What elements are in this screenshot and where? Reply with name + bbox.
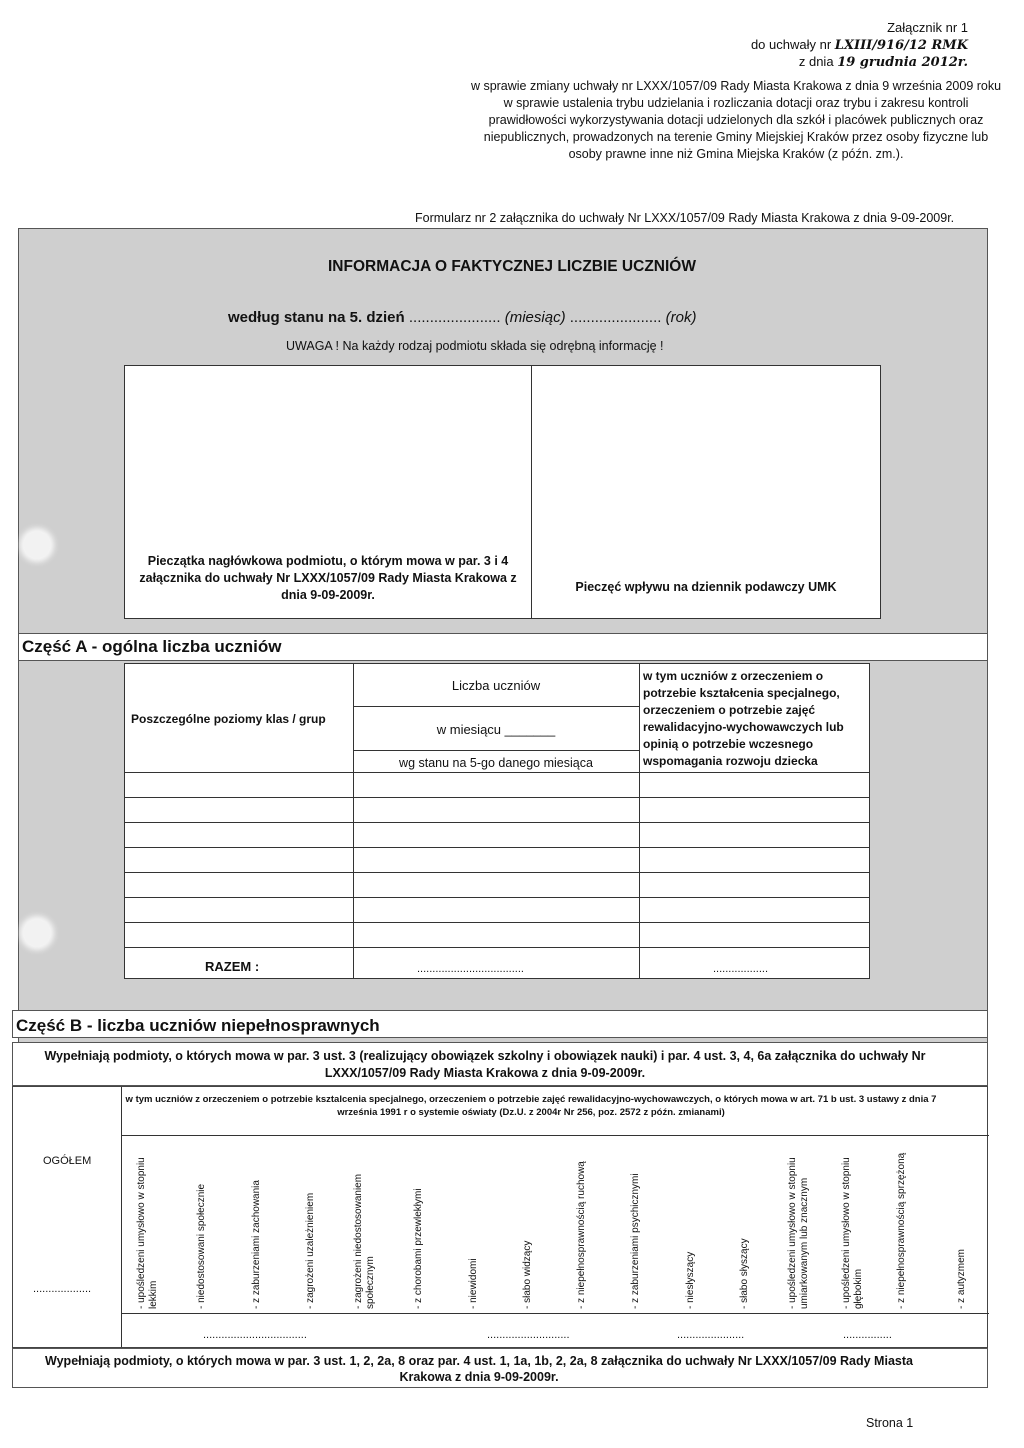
resolution-subject: w sprawie zmiany uchwały nr LXXX/1057/09 Rady Miasta Krakowa z dnia 9 września 2009 roku w sprawie ustalenia trybu udzielania i rozliczania dotacji oraz trybu i zakresu kontroli prawidłowości wykorzystywania dotacji udzielonych dla szkół i placówek publicznych oraz niepublicznych, prowadzonych na terenie Gminy Miejskiej Kraków przez osoby fizyczne lub osoby prawne inne niż Gmina Miejska Kraków (z późn. zm.). bbox=[470, 79, 1002, 161]
total-label: RAZEM : bbox=[205, 959, 260, 974]
disability-column-label: - z niepełnosprawnością ruchową bbox=[576, 1161, 588, 1309]
part-b-dots-2[interactable]: ........................... bbox=[487, 1329, 570, 1341]
part-b-dots-3[interactable]: ...................... bbox=[677, 1329, 745, 1341]
disability-column-label: - z zaburzeniami zachowania bbox=[250, 1180, 262, 1309]
resolution-number: LXIII/916/12 RMK bbox=[834, 38, 968, 53]
footer-note-box bbox=[12, 1348, 988, 1388]
part-a-title: Część A - ogólna liczba uczniów bbox=[22, 637, 282, 656]
disability-column-label: - upośledzeni umysłowo w stopniu głębokim bbox=[841, 1157, 865, 1309]
disability-column-label: - z autyzmem bbox=[955, 1248, 967, 1309]
part-b-note-box bbox=[12, 1042, 988, 1086]
disability-column-label: - niedostosowani społecznie bbox=[196, 1183, 208, 1309]
part-a-title-bar bbox=[18, 633, 988, 661]
disability-column-4 bbox=[284, 1135, 338, 1313]
disability-column-label: - niesłyszący bbox=[684, 1251, 696, 1309]
stamp-right-label: Pieczęć wpływu na dziennik podawczy UMK bbox=[575, 580, 837, 594]
part-b-dots-4[interactable]: ................ bbox=[843, 1329, 892, 1341]
disability-column-15 bbox=[881, 1135, 935, 1313]
form-title: INFORMACJA O FAKTYCZNEJ LICZBIE UCZNIÓW bbox=[328, 258, 696, 275]
resolution-line bbox=[751, 37, 968, 54]
form-reference: Formularz nr 2 załącznika do uchwały Nr LXXX/1057/09 Rady Miasta Krakowa z dnia 9-09-2009r. bbox=[415, 211, 955, 225]
part-b-title-bar bbox=[12, 1010, 988, 1038]
disability-column-14 bbox=[826, 1135, 880, 1313]
disability-column-5 bbox=[338, 1135, 392, 1313]
date-prefix: z dnia bbox=[798, 54, 834, 69]
stamp-box-right[interactable] bbox=[531, 365, 881, 619]
disability-column-16 bbox=[935, 1135, 989, 1313]
total-dots-count[interactable]: ................................... bbox=[417, 963, 524, 975]
part-b-title: Część B - liczba uczniów niepełnosprawnych bbox=[16, 1016, 380, 1035]
ogolem-dots[interactable]: ................... bbox=[33, 1283, 92, 1295]
state-line: według stanu na 5. dzień ...................... (miesiąc) ...................... (rok) bbox=[228, 309, 697, 326]
footer-note: Wypełniają podmioty, o których mowa w par. 3 ust. 1, 2, 2a, 8 oraz par. 4 ust. 1, 1a, 1b, 2, 2a, 8 załącznika do uchwały Nr LXXX/1057/09 Rady Miasta Krakowa z dnia 9-09-2009r. bbox=[45, 1354, 913, 1384]
disability-column-label: - niewidomi bbox=[467, 1258, 479, 1309]
disability-column-11 bbox=[664, 1135, 718, 1313]
attachment-label: Załącznik nr 1 bbox=[887, 20, 968, 35]
date-value: 19 grudnia 2012r. bbox=[837, 55, 968, 70]
part-b-table bbox=[12, 1086, 988, 1348]
disability-column-2 bbox=[175, 1135, 229, 1313]
col-special-header: w tym uczniów z orzeczeniem o potrzebie kształcenia specjalnego, orzeczeniem o potrzebie zajęć rewalidacyjno-wychowawczych lub opinią o potrzebie wczesnego wspomagania rozwoju dziecka bbox=[643, 669, 844, 768]
col-state-header: wg stanu na 5-go danego miesiąca bbox=[399, 756, 593, 770]
warning-text: UWAGA ! Na każdy rodzaj podmiotu składa się odrębną informację ! bbox=[286, 339, 664, 353]
disability-column-label: - zagrożeni uzależnieniem bbox=[304, 1192, 316, 1309]
disability-column-label: - z chorobami przewlekłymi bbox=[413, 1188, 425, 1309]
date-line bbox=[799, 54, 968, 71]
total-dots-special[interactable]: .................. bbox=[713, 963, 769, 975]
punch-hole-top bbox=[24, 532, 50, 558]
disability-column-9 bbox=[555, 1135, 609, 1313]
disability-column-label: - słabo widzący bbox=[521, 1240, 533, 1309]
disability-column-label: - upośledzeni umysłowo w stopniu umiarkowanym lub znacznym bbox=[787, 1157, 811, 1309]
disability-column-3 bbox=[230, 1135, 284, 1313]
col-levels-header: Poszczególne poziomy klas / grup bbox=[131, 712, 326, 726]
stamp-box-left[interactable] bbox=[124, 365, 532, 619]
disability-column-12 bbox=[718, 1135, 772, 1313]
disability-column-13 bbox=[772, 1135, 826, 1313]
disability-column-label: - z zaburzeniami psychicznymi bbox=[630, 1173, 642, 1309]
disability-column-label: - upośledzeni umysłowo w stopniu lekkim bbox=[136, 1157, 160, 1309]
disability-column-8 bbox=[501, 1135, 555, 1313]
disability-column-label: - zagrożeni niedostosowaniem społecznym bbox=[353, 1173, 377, 1309]
col-month-header: w miesiącu _______ bbox=[436, 722, 556, 737]
disability-column-7 bbox=[447, 1135, 501, 1313]
ogolem-label: OGÓŁEM bbox=[43, 1155, 92, 1167]
disability-column-6 bbox=[392, 1135, 446, 1313]
part-b-note: Wypełniają podmioty, o których mowa w par. 3 ust. 3 (realizujący obowiązek szkolny i obowiązek nauki) i par. 4 ust. 3, 4, 6a załącznika do uchwały Nr LXXX/1057/09 Rady Miasta Krakowa z dnia 9-09-2009r. bbox=[44, 1049, 926, 1080]
page-number: Strona 1 bbox=[866, 1416, 914, 1430]
part-b-dots-1[interactable]: .................................. bbox=[203, 1329, 307, 1341]
part-b-header: w tym uczniów z orzeczeniem o potrzebie ksztalcenia specjalnego, orzeczeniem o potrzebie zajęć rewalidacyjno-wychowawczych, o których mowa w art. 71 b ust. 3 ustawy z dnia 7 września 1991 r o systemie oświaty (Dz.U. z 2004r Nr 256, poz. 2572 z późn. zmianami) bbox=[125, 1094, 937, 1118]
punch-hole-bottom bbox=[24, 920, 50, 946]
col-count-header: Liczba uczniów bbox=[451, 678, 541, 693]
disability-column-10 bbox=[609, 1135, 663, 1313]
disability-column-label: - słabo słyszący bbox=[738, 1238, 750, 1309]
part-a-table bbox=[124, 663, 870, 979]
disability-columns bbox=[121, 1135, 989, 1313]
disability-column-1 bbox=[121, 1135, 175, 1313]
stamp-left-label: Pieczątka nagłówkowa podmiotu, o którym mowa w par. 3 i 4 załącznika do uchwały Nr LXXX/1057/09 Rady Miasta Krakowa z dnia 9-09-2009r. bbox=[139, 554, 517, 602]
resolution-prefix: do uchwały nr bbox=[750, 37, 832, 52]
disability-column-label: - z niepełnosprawnością sprzężoną bbox=[895, 1152, 907, 1309]
